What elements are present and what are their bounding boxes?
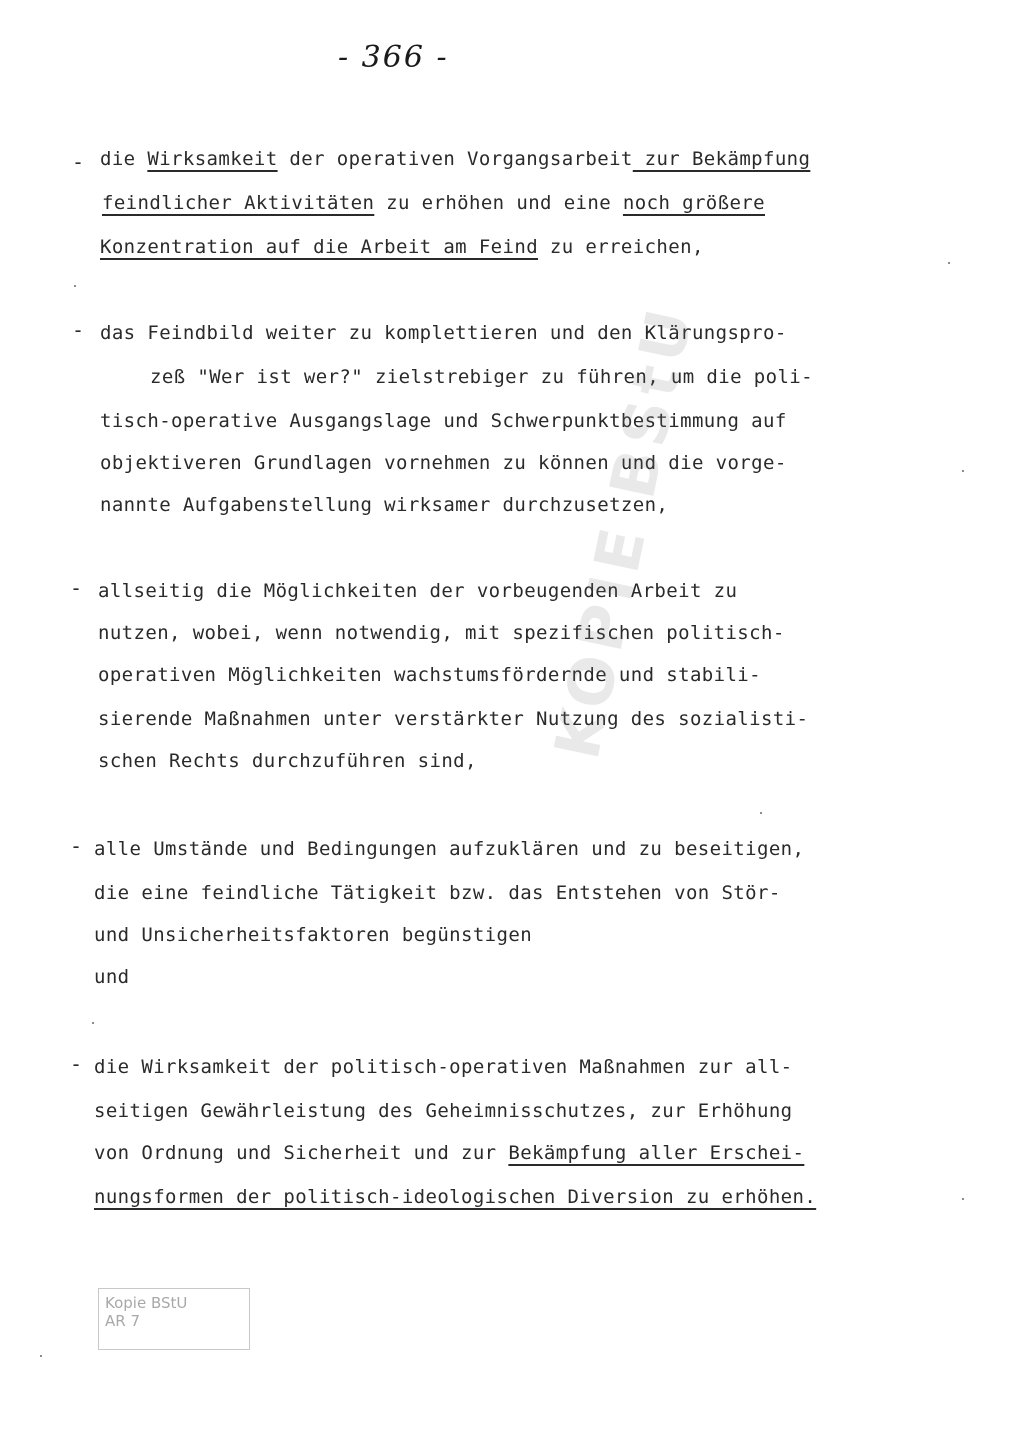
text-segment: nannte Aufgabenstellung wirksamer durchzusetzen, [100, 494, 669, 516]
underlined-text: nungsformen der politisch-ideologischen Diversion zu erhöhen. [94, 1186, 817, 1208]
underlined-text: zur Bekämpfung [632, 148, 811, 170]
text-line [100, 148, 810, 170]
text-line [94, 1142, 804, 1164]
text-segment: schen Rechts durchzuführen sind, [98, 750, 477, 772]
text-line [98, 664, 761, 686]
scan-speck [962, 470, 964, 472]
underlined-text: feindlicher Aktivitäten [102, 192, 375, 214]
text-segment: von Ordnung und Sicherheit und zur [94, 1142, 509, 1164]
underlined-text: Konzentration auf die Arbeit am Feind [100, 236, 539, 258]
text-line [94, 838, 804, 860]
text-line [94, 882, 781, 904]
text-line [100, 494, 668, 516]
scan-speck [92, 1022, 94, 1024]
text-segment: das Feindbild weiter zu komplettieren und den Klärungspro- [100, 322, 787, 344]
text-segment: zu erhöhen und eine [374, 192, 623, 214]
page-number: - 366 - [338, 40, 449, 75]
bullet-dash: - [72, 150, 85, 174]
text-line [100, 452, 787, 474]
text-segment: sierende Maßnahmen unter verstärkter Nutzung des sozialisti- [98, 708, 809, 730]
text-line [98, 708, 808, 730]
scan-speck [40, 1355, 42, 1357]
text-segment: und [94, 966, 130, 988]
text-segment: objektiveren Grundlagen vornehmen zu können und die vorge- [100, 452, 787, 474]
bullet-dash: - [70, 576, 83, 600]
underlined-text: noch größere [622, 192, 765, 214]
text-segment: seitigen Gewährleistung des Geheimnisschutzes, zur Erhöhung [94, 1100, 793, 1122]
text-segment: alle Umstände und Bedingungen aufzuklären und zu beseitigen, [94, 838, 805, 860]
text-line [150, 366, 813, 388]
text-line [94, 924, 532, 946]
text-segment: allseitig die Möglichkeiten der vorbeugenden Arbeit zu [98, 580, 738, 602]
text-segment: operativen Möglichkeiten wachstumsfördernde und stabili- [98, 664, 761, 686]
text-line [100, 236, 704, 258]
text-segment: und Unsicherheitsfaktoren begünstigen [94, 924, 533, 946]
text-segment: die [100, 148, 148, 170]
text-line [94, 1186, 816, 1208]
underlined-text: Bekämpfung aller Erschei- [508, 1142, 805, 1164]
bullet-dash: - [72, 318, 85, 342]
archive-stamp [98, 1288, 250, 1350]
underlined-text: Wirksamkeit [147, 148, 278, 170]
bullet-dash: - [70, 1052, 83, 1076]
text-segment: tisch-operative Ausgangslage und Schwerpunktbestimmung auf [100, 410, 787, 432]
text-segment: zeß "Wer ist wer?" zielstrebiger zu führen, um die poli- [150, 366, 813, 388]
text-segment: nutzen, wobei, wenn notwendig, mit spezifischen politisch- [98, 622, 785, 644]
text-segment: die eine feindliche Tätigkeit bzw. das Entstehen von Stör- [94, 882, 781, 904]
stamp-line-1: Kopie BStU [105, 1294, 188, 1312]
bullet-dash: - [70, 834, 83, 858]
text-line [102, 192, 765, 214]
scan-speck [962, 1198, 964, 1200]
text-line [94, 966, 130, 988]
text-line [94, 1100, 793, 1122]
scan-speck [74, 285, 76, 287]
text-segment: der operativen Vorgangsarbeit [277, 148, 633, 170]
text-line [98, 622, 785, 644]
text-segment: die Wirksamkeit der politisch-operativen Maßnahmen zur all- [94, 1056, 793, 1078]
scan-speck [760, 812, 762, 814]
text-line [94, 1056, 793, 1078]
stamp-line-2: AR 7 [105, 1312, 140, 1330]
text-line [98, 750, 477, 772]
text-segment: zu erreichen, [538, 236, 704, 258]
scan-speck [948, 262, 950, 264]
kopie-bstu-watermark: KOPIE BStU [540, 297, 708, 766]
